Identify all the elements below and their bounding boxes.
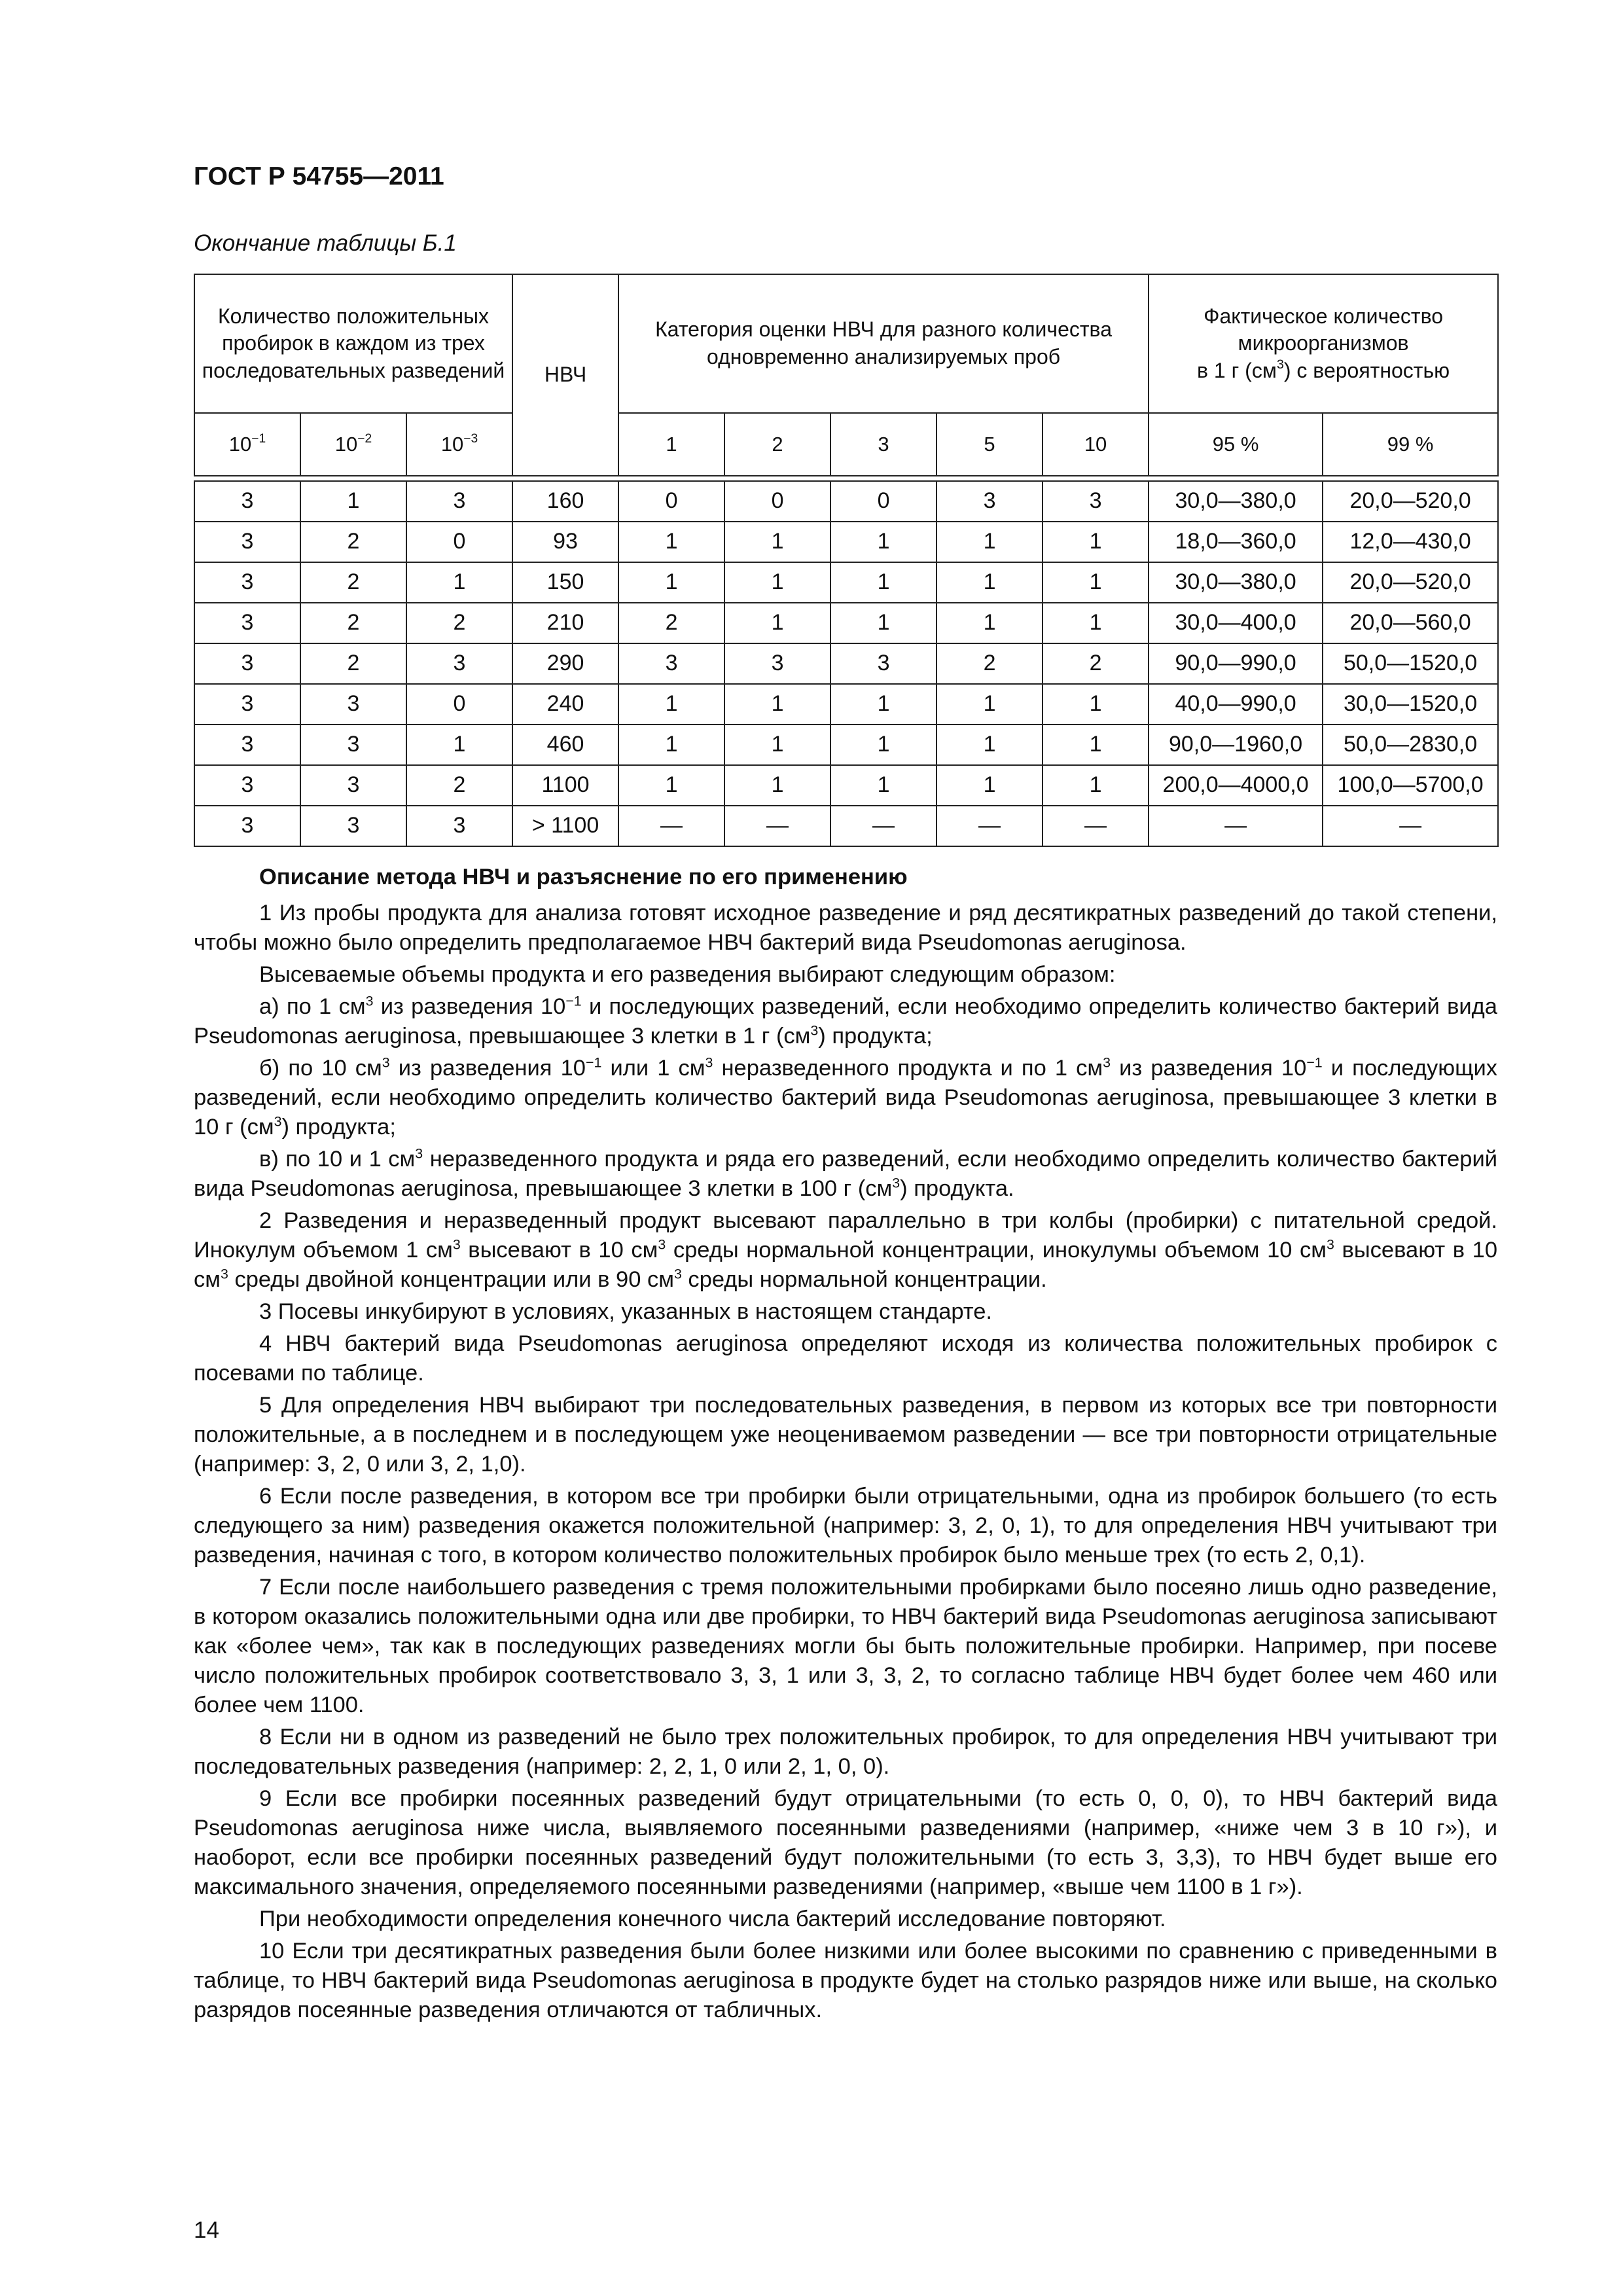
table-cell: 50,0—1520,0 bbox=[1323, 643, 1498, 684]
table-cell: 20,0—520,0 bbox=[1323, 481, 1498, 522]
paragraph-item-7: 7 Если после наибольшего разведения с тремя положительными пробирками было посеяно лишь одно разведение, в котором оказались положительными одна или две пробирки, то НВЧ бактерий вида Pseudomonas aeruginosa записывают как «более чем», так как в последующих разведениях могли бы быть положительные пробирки. Например, при посеве число положительных пробирок соответствовало 3, 3, 1 или 3, 3, 2, то согласно таблице НВЧ будет более чем 460 или более чем 1100. bbox=[194, 1575, 1497, 1717]
table-cell: 0 bbox=[406, 522, 512, 562]
table-cell: 1 bbox=[1043, 725, 1149, 765]
table-cell: 460 bbox=[512, 725, 618, 765]
table-cell: 290 bbox=[512, 643, 618, 684]
table-cell: 3 bbox=[300, 725, 406, 765]
header-positive-tubes: Количество положительных пробирок в каждом из трех последовательных разведений bbox=[194, 274, 512, 413]
dilution-header: $10^{-1}$ bbox=[194, 413, 300, 476]
table-cell: 1 bbox=[1043, 603, 1149, 643]
paragraph-item-4: 4 НВЧ бактерий вида Pseudomonas aeruginosa определяют исходя из количества положительных пробирок с посевами по таблице. bbox=[194, 1331, 1497, 1386]
probability-header: 99 % bbox=[1323, 413, 1498, 476]
table-cell: 1 bbox=[724, 522, 830, 562]
table-cell: — bbox=[830, 806, 936, 846]
category-header: 1 bbox=[618, 413, 724, 476]
table-cell: 2 bbox=[1043, 643, 1149, 684]
table-cell: 2 bbox=[300, 643, 406, 684]
table-cell: 3 bbox=[194, 765, 300, 806]
table-cell: 1 bbox=[618, 522, 724, 562]
table-cell: 1100 bbox=[512, 765, 618, 806]
table-gap-row bbox=[194, 476, 1498, 481]
section-heading: Описание метода НВЧ и разъяснение по его применению bbox=[259, 865, 908, 889]
table-subheader-row bbox=[194, 413, 1498, 476]
table-cell: 3 bbox=[830, 643, 936, 684]
table-cell: 1 bbox=[1043, 522, 1149, 562]
table-cell: 3 bbox=[406, 806, 512, 846]
category-header: 2 bbox=[724, 413, 830, 476]
table-cell: 1 bbox=[830, 522, 936, 562]
paragraph-a: а) по 1 $см^3$ из разведения $10^{-1}$ и последующих разведений, если необходимо определить количество бактерий вида Pseudomonas aeruginosa, превышающее 3 клетки в 1 г $(см^3)$ продукта; bbox=[194, 993, 1497, 1049]
table-cell: 100,0—5700,0 bbox=[1323, 765, 1498, 806]
table-row bbox=[194, 481, 1498, 522]
table-cell: 2 bbox=[300, 562, 406, 603]
mpn-table bbox=[194, 274, 1499, 847]
table-cell: 1 bbox=[936, 725, 1043, 765]
category-header: 3 bbox=[830, 413, 936, 476]
table-cell: 1 bbox=[830, 725, 936, 765]
paragraph-item-10: 10 Если три десятикратных разведения были более низкими или более высокими по сравнению с приведенными в таблице, то НВЧ бактерий вида Pseudomonas aeruginosa в продукте будет на столько разрядов ниже или выше, на сколько разрядов посеянные разведения отличаются от табличных. bbox=[194, 1939, 1497, 2022]
table-cell: > 1100 bbox=[512, 806, 618, 846]
table-cell: 90,0—990,0 bbox=[1149, 643, 1323, 684]
table-cell: 0 bbox=[618, 481, 724, 522]
table-cell: 1 bbox=[406, 562, 512, 603]
paragraph-item-5: 5 Для определения НВЧ выбирают три последовательных разведения, в первом из которых все три повторности положительные, а в последнем и в последующем уже неоцениваемом разведении — все три повторности отрицательные (например: 3, 2, 0 или 3, 2, 1,0). bbox=[194, 1393, 1497, 1477]
paragraph-1: 1 Из пробы продукта для анализа готовят исходное разведение и ряд десятикратных разведений до такой степени, чтобы можно было определить предполагаемое НВЧ бактерий вида Pseudomonas aeruginosa. bbox=[194, 901, 1497, 955]
table-cell: 1 bbox=[830, 684, 936, 725]
paragraph-v: в) по 10 и 1 $см^3$ неразведенного продукта и ряда его разведений, если необходимо определить количество бактерий вида Pseudomonas aeruginosa, превышающее 3 клетки в 100 г $(см^3)$ продукта. bbox=[194, 1145, 1497, 1201]
table-cell: 90,0—1960,0 bbox=[1149, 725, 1323, 765]
table-cell: 1 bbox=[936, 684, 1043, 725]
table-caption: Окончание таблицы Б.1 bbox=[194, 230, 457, 256]
table-row bbox=[194, 522, 1498, 562]
table-cell: 2 bbox=[300, 522, 406, 562]
table-cell: 1 bbox=[936, 765, 1043, 806]
table-cell: 3 bbox=[724, 643, 830, 684]
table-cell: 3 bbox=[936, 481, 1043, 522]
table-cell: 1 bbox=[936, 603, 1043, 643]
header-actual-count bbox=[1149, 274, 1498, 413]
table-cell: 3 bbox=[194, 603, 300, 643]
table-cell: 3 bbox=[194, 643, 300, 684]
table-cell: 1 bbox=[1043, 765, 1149, 806]
paragraph-2: Высеваемые объемы продукта и его разведения выбирают следующим образом: bbox=[259, 962, 1116, 987]
paragraph-item-9: 9 Если все пробирки посеянных разведений будут отрицательными (то есть 0, 0, 0), то НВЧ бактерий вида Pseudomonas aeruginosa ниже числа, выявляемого посеянными разведениями (например, «ниже чем 3 в 10 г»), и наоборот, если все пробирки посеянных разведений будут положительными (то есть 3, 3,3), то НВЧ будет выше его максимального значения, определяемого посеянными разведениями (например, «выше чем 1100 в 1 г»). bbox=[194, 1786, 1497, 1899]
table-cell: 1 bbox=[618, 725, 724, 765]
table-cell: — bbox=[724, 806, 830, 846]
paragraph-item-8: 8 Если ни в одном из разведений не было трех положительных пробирок, то для определения НВЧ учитывают три последовательных разведения (например: 2, 2, 1, 0 или 2, 1, 0, 0). bbox=[194, 1725, 1497, 1779]
dilution-header: $10^{-2}$ bbox=[300, 413, 406, 476]
table-cell: 12,0—430,0 bbox=[1323, 522, 1498, 562]
table-row bbox=[194, 603, 1498, 643]
table-row bbox=[194, 725, 1498, 765]
table-cell: 1 bbox=[724, 562, 830, 603]
table-cell: 1 bbox=[618, 562, 724, 603]
table-cell: 200,0—4000,0 bbox=[1149, 765, 1323, 806]
table-cell: 1 bbox=[830, 562, 936, 603]
table-cell: 1 bbox=[1043, 684, 1149, 725]
table-cell: — bbox=[618, 806, 724, 846]
page-number: 14 bbox=[194, 2217, 219, 2243]
header-actual-count-sup: 3 bbox=[1276, 357, 1284, 372]
table-cell: 3 bbox=[1043, 481, 1149, 522]
table-cell: 160 bbox=[512, 481, 618, 522]
table-cell: 1 bbox=[724, 603, 830, 643]
header-category: Категория оценки НВЧ для разного количества одновременно анализируемых проб bbox=[618, 274, 1149, 413]
table-header-row bbox=[194, 274, 1498, 413]
table-cell: 40,0—990,0 bbox=[1149, 684, 1323, 725]
table-cell: 1 bbox=[618, 765, 724, 806]
header-actual-count-line2b: ) с вероятностью bbox=[1283, 358, 1450, 382]
table-cell: 3 bbox=[618, 643, 724, 684]
table-cell: 0 bbox=[406, 684, 512, 725]
table-cell: 3 bbox=[406, 643, 512, 684]
paragraph-item-6: 6 Если после разведения, в котором все три пробирки были отрицательными, одна из пробирок большего (то есть следующего за ним) разведения окажется положительной (например: 3, 2, 0, 1), то для определения НВЧ учитывают три разведения, начиная с того, в котором количество положительных пробирок было меньше трех (то есть 2, 0,1). bbox=[194, 1484, 1497, 1568]
table-cell: 210 bbox=[512, 603, 618, 643]
table-row bbox=[194, 562, 1498, 603]
table-cell: 3 bbox=[300, 806, 406, 846]
table-cell: 3 bbox=[406, 481, 512, 522]
table-cell: — bbox=[1043, 806, 1149, 846]
table-cell: 30,0—400,0 bbox=[1149, 603, 1323, 643]
table-cell: 0 bbox=[724, 481, 830, 522]
table-cell: 18,0—360,0 bbox=[1149, 522, 1323, 562]
table-cell: 20,0—560,0 bbox=[1323, 603, 1498, 643]
paragraph-item-3: 3 Посевы инкубируют в условиях, указанных в настоящем стандарте. bbox=[259, 1299, 993, 1324]
table-cell: 50,0—2830,0 bbox=[1323, 725, 1498, 765]
probability-header: 95 % bbox=[1149, 413, 1323, 476]
table-body bbox=[194, 481, 1498, 846]
table-cell: 1 bbox=[830, 765, 936, 806]
table-cell: 3 bbox=[300, 684, 406, 725]
table-row bbox=[194, 806, 1498, 846]
table-cell: 3 bbox=[194, 725, 300, 765]
table-cell: — bbox=[936, 806, 1043, 846]
table-cell: 2 bbox=[936, 643, 1043, 684]
table-cell: 3 bbox=[194, 522, 300, 562]
table-cell: 1 bbox=[936, 562, 1043, 603]
table-cell: 1 bbox=[830, 603, 936, 643]
table-cell: — bbox=[1149, 806, 1323, 846]
table-cell: 3 bbox=[194, 684, 300, 725]
paragraph-item-2: 2 Разведения и неразведенный продукт высевают параллельно в три колбы (пробирки) с питательной средой. Инокулум объемом 1 $см^3$ высевают в 10 $см^3$ среды нормальной концентрации, инокулумы объемом 10 $см^3$ высевают в 10 $см^3$ среды двойной концентрации или в 90 $см^3$ среды нормальной концентрации. bbox=[194, 1208, 1497, 1292]
method-description bbox=[194, 863, 1497, 2025]
header-actual-count-line1: Фактическое количество микроорганизмов bbox=[1204, 304, 1444, 355]
table-cell: 2 bbox=[300, 603, 406, 643]
table-cell: 1 bbox=[406, 725, 512, 765]
table-cell: 0 bbox=[830, 481, 936, 522]
table-cell: 2 bbox=[406, 765, 512, 806]
table-cell: 240 bbox=[512, 684, 618, 725]
table-cell: 3 bbox=[194, 481, 300, 522]
table-cell: 30,0—380,0 bbox=[1149, 481, 1323, 522]
header-nvch: НВЧ bbox=[512, 274, 618, 476]
table-cell: 1 bbox=[618, 684, 724, 725]
table-cell: 3 bbox=[300, 765, 406, 806]
table-cell: 1 bbox=[724, 765, 830, 806]
category-header: 5 bbox=[936, 413, 1043, 476]
table-cell: — bbox=[1323, 806, 1498, 846]
table-row bbox=[194, 643, 1498, 684]
table-cell: 93 bbox=[512, 522, 618, 562]
table-cell: 30,0—1520,0 bbox=[1323, 684, 1498, 725]
table-cell: 30,0—380,0 bbox=[1149, 562, 1323, 603]
document-title: ГОСТ Р 54755—2011 bbox=[194, 162, 444, 190]
dilution-header: $10^{-3}$ bbox=[406, 413, 512, 476]
table-cell: 1 bbox=[936, 522, 1043, 562]
table-cell: 1 bbox=[724, 684, 830, 725]
table-cell: 1 bbox=[300, 481, 406, 522]
category-header: 10 bbox=[1043, 413, 1149, 476]
header-actual-count-line2a: в 1 г (см bbox=[1197, 358, 1277, 382]
table-cell: 3 bbox=[194, 806, 300, 846]
table-cell: 2 bbox=[618, 603, 724, 643]
table-cell: 20,0—520,0 bbox=[1323, 562, 1498, 603]
table-cell: 150 bbox=[512, 562, 618, 603]
table-row bbox=[194, 765, 1498, 806]
table-cell: 1 bbox=[1043, 562, 1149, 603]
paragraph-b: б) по 10 $см^3$ из разведения $10^{-1}$ или 1 $см^3$ неразведенного продукта и по 1 $см^3$ из разведения $10^{-1}$ и последующих разведений, если необходимо определить количество бактерий вида Pseudomonas aeruginosa, превышающее 3 клетки в 10 г $(см^3)$ продукта; bbox=[194, 1054, 1498, 1139]
paragraph-repeat-note: При необходимости определения конечного числа бактерий исследование повторяют. bbox=[259, 1907, 1166, 1931]
table-cell: 2 bbox=[406, 603, 512, 643]
table-cell: 1 bbox=[724, 725, 830, 765]
table-row bbox=[194, 684, 1498, 725]
table-cell: 3 bbox=[194, 562, 300, 603]
